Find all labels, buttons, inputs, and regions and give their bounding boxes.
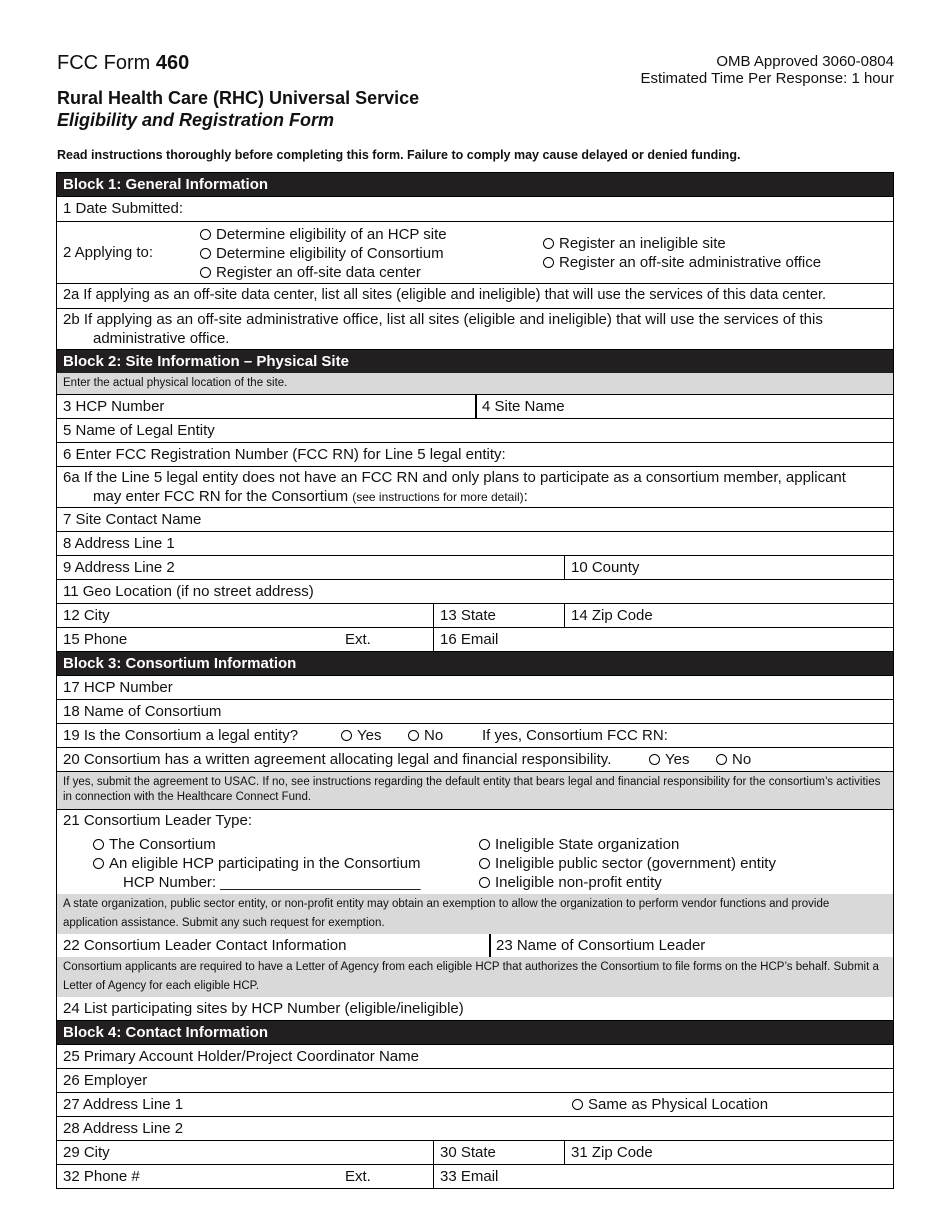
radio-icon [341,730,352,741]
hcp-number-field[interactable]: 3 HCP Number [63,398,165,415]
line-2b[interactable]: 2b If applying as an off-site administrative office, list all sites (eligible and ineligible) that will use the services of this administrative office. [57,308,893,349]
line-22-23 [57,934,893,957]
line-12-14 [57,603,893,627]
block2-header: Block 2: Site Information – Physical Site [57,349,893,373]
radio-icon [572,1099,583,1110]
block4-header: Block 4: Contact Information [57,1020,893,1044]
radio-icon [543,238,554,249]
line-20: 20 Consortium has a written agreement allocating legal and financial responsibility. Yes No [57,747,893,771]
city-field[interactable]: 12 City [63,607,110,624]
radio-icon [200,267,211,278]
contact-state-field[interactable]: 30 State [440,1144,496,1161]
line-20-note: If yes, submit the agreement to USAC. If no, see instructions regarding the default entity that bears legal and financial responsibility for the consortium’s activities in connection with the Healthcare Connect Fund. [57,771,893,809]
instructions-notice: Read instructions thoroughly before completing this form. Failure to comply may cause delayed or denied funding. [57,148,741,162]
block2-note: Enter the actual physical location of the site. [57,373,893,394]
form-table [56,172,894,1189]
line-5[interactable]: 5 Name of Legal Entity [57,418,893,442]
line-15-16 [57,627,893,651]
line-6a[interactable]: 6a If the Line 5 legal entity does not have an FCC RN and only plans to participate as a consortium member, applicant may enter FCC RN for the Consortium (see instructions for more detail): [57,466,893,507]
radio-icon [408,730,419,741]
line-2a[interactable]: 2a If applying as an off-site data center, list all sites (eligible and ineligible) that will use the services of this data center. [57,283,893,308]
line-6[interactable]: 6 Enter FCC Registration Number (FCC RN) for Line 5 legal entity: [57,442,893,466]
leader-consortium[interactable]: The Consortium [93,835,421,854]
contact-zip-field[interactable]: 31 Zip Code [571,1144,653,1161]
leader-hcp-number-field[interactable]: HCP Number: ________________________ [123,874,421,891]
line-25[interactable]: 25 Primary Account Holder/Project Coordinator Name [57,1044,893,1068]
option-consortium[interactable]: Determine eligibility of Consortium [200,244,447,263]
form-title: FCC Form 460 [57,52,190,74]
line-29-31 [57,1140,893,1164]
line-7[interactable]: 7 Site Contact Name [57,507,893,531]
line-18[interactable]: 18 Name of Consortium [57,699,893,723]
leader-public-sector[interactable]: Ineligible public sector (government) entity [479,854,776,873]
legal-entity-no[interactable]: No [408,724,443,747]
radio-icon [93,839,104,850]
leader-contact-field[interactable]: 22 Consortium Leader Contact Information [63,937,347,954]
contact-city-field[interactable]: 29 City [63,1144,110,1161]
line-28[interactable]: 28 Address Line 2 [57,1116,893,1140]
agreement-no[interactable]: No [716,748,751,771]
line-32-33 [57,1164,893,1188]
address-2-field[interactable]: 9 Address Line 2 [63,559,175,576]
contact-email-field[interactable]: 33 Email [440,1168,499,1185]
radio-icon [716,754,727,765]
leader-non-profit[interactable]: Ineligible non-profit entity [479,873,776,892]
radio-icon [200,229,211,240]
line-21-note: A state organization, public sector entity, or non-profit entity may obtain an exemption to allow the organization to perform vendor functions and provide application assistance. Submit any such request for exemption. [57,894,893,934]
legal-entity-yes[interactable]: Yes [341,724,381,747]
site-name-field[interactable]: 4 Site Name [482,398,565,415]
contact-phone-field[interactable]: 32 Phone # [63,1168,140,1185]
county-field[interactable]: 10 County [571,559,640,576]
option-data-center[interactable]: Register an off-site data center [200,263,447,282]
radio-icon [479,858,490,869]
line-21: 21 Consortium Leader Type: The Consortium An eligible HCP participating in the Consortium HCP Number: ________________________ Ineligible State organization Ineligible public sector (government) entity Ineligible non-profit entity [57,809,893,894]
radio-icon [479,839,490,850]
omb-number: OMB Approved 3060-0804 [716,53,894,70]
zip-field[interactable]: 14 Zip Code [571,607,653,624]
block1-header: Block 1: General Information [57,173,893,196]
same-as-physical-option[interactable]: Same as Physical Location [572,1093,768,1116]
line-2: 2 Applying to: Determine eligibility of an HCP site Determine eligibility of Consortium Register an off-site data center Register an ineligible site Register an off-site administrative office [57,221,893,283]
line-17[interactable]: 17 HCP Number [57,675,893,699]
email-field[interactable]: 16 Email [440,631,499,648]
leader-name-field[interactable]: 23 Name of Consortium Leader [496,937,706,954]
radio-icon [543,257,554,268]
response-time: Estimated Time Per Response: 1 hour [640,70,894,87]
option-admin-office[interactable]: Register an off-site administrative office [543,253,821,272]
consortium-fcc-rn-field[interactable]: If yes, Consortium FCC RN: [482,727,668,744]
radio-icon [649,754,660,765]
block3-header: Block 3: Consortium Information [57,651,893,675]
option-hcp-site[interactable]: Determine eligibility of an HCP site [200,225,447,244]
form-number: 460 [155,52,190,74]
leader-eligible-hcp[interactable]: An eligible HCP participating in the Consortium [93,854,421,873]
omb-info [641,53,894,87]
state-field[interactable]: 13 State [440,607,496,624]
line-11[interactable]: 11 Geo Location (if no street address) [57,579,893,603]
line-27 [57,1092,893,1116]
line-26[interactable]: 26 Employer [57,1068,893,1092]
contact-address-1-field[interactable]: 27 Address Line 1 [63,1096,184,1113]
line-23-note: Consortium applicants are required to have a Letter of Agency from each eligible HCP that authorizes the Consortium to file forms on the HCP’s behalf. Submit a Letter of Agency for each eligible HCP. [57,957,893,997]
radio-icon [479,877,490,888]
line-1[interactable]: 1 Date Submitted: [57,196,893,221]
line-19: 19 Is the Consortium a legal entity? Yes No If yes, Consortium FCC RN: [57,723,893,747]
phone-field[interactable]: 15 Phone [63,631,128,648]
line-3-4 [57,394,893,418]
option-ineligible-site[interactable]: Register an ineligible site [543,234,821,253]
leader-state-org[interactable]: Ineligible State organization [479,835,776,854]
line-8[interactable]: 8 Address Line 1 [57,531,893,555]
page-title: Rural Health Care (RHC) Universal Service [57,88,420,108]
page-subtitle: Eligibility and Registration Form [57,110,335,130]
contact-ext-label: Ext. [345,1168,371,1185]
radio-icon [93,858,104,869]
ext-label: Ext. [345,631,371,648]
radio-icon [200,248,211,259]
line-9-10 [57,555,893,579]
agreement-yes[interactable]: Yes [649,748,689,771]
line-24[interactable]: 24 List participating sites by HCP Number (eligible/ineligible) [63,1000,464,1017]
